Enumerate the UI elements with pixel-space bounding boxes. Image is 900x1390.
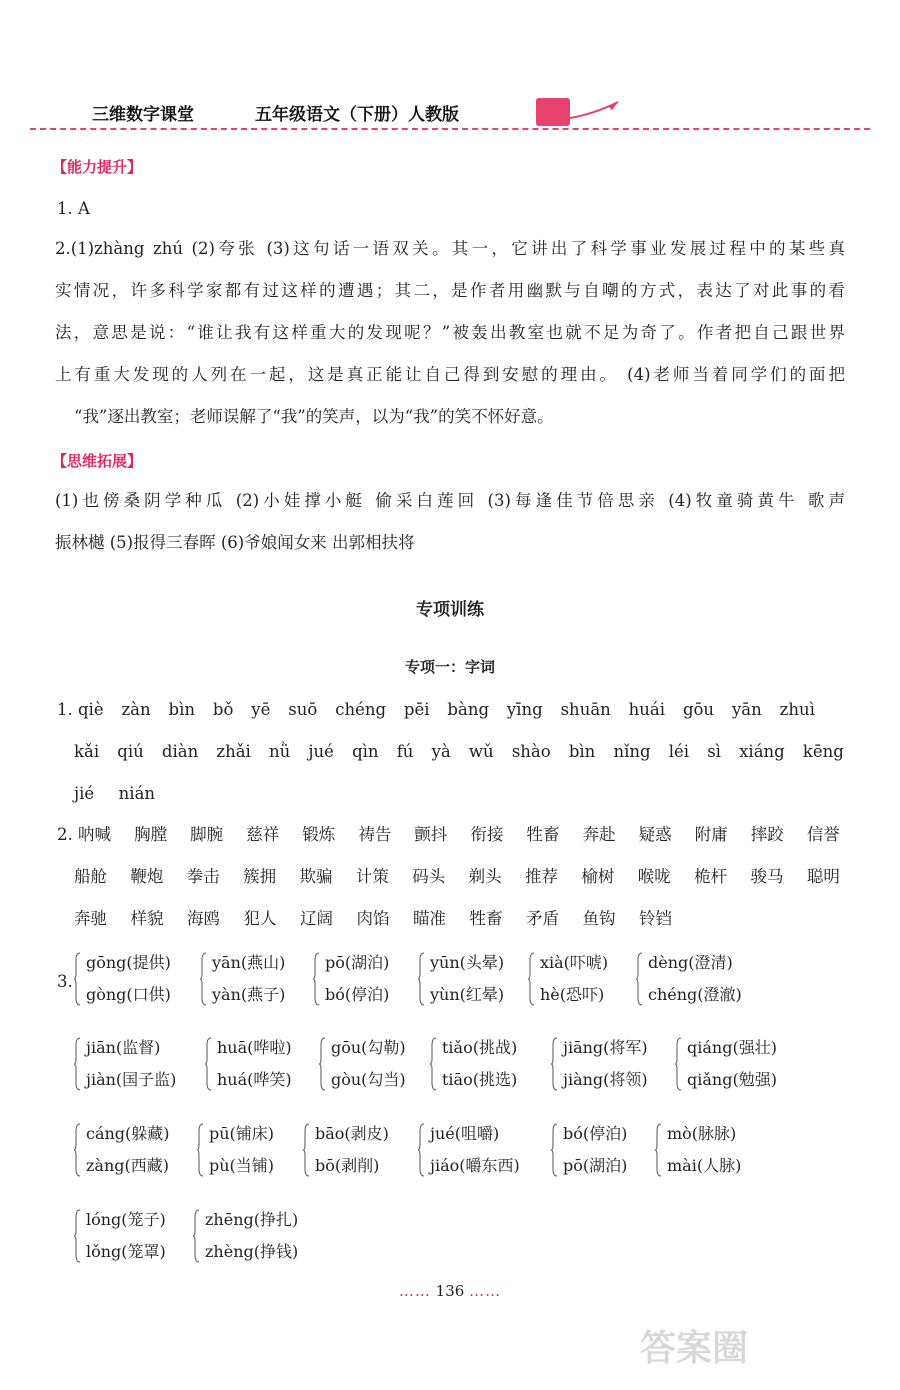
word-item: 桅杆 [694,867,728,886]
pinyin-item: yē [251,700,271,719]
word-item: 计策 [355,867,389,886]
pinyin-item: zàn [121,700,151,719]
brace-icon [205,1037,212,1091]
polyphone-reading: pū(铺床) [209,1124,275,1143]
brace-icon [74,1037,81,1091]
polyphone-reading: zàng(西藏) [86,1156,170,1175]
pinyin-item: nǜ [268,742,291,761]
brace-icon [418,952,425,1006]
word-row [57,824,840,846]
polyphone-reading: dèng(澄清) [648,953,733,972]
word-item: 鱼钩 [582,909,616,928]
pinyin-row [74,783,155,805]
polyphone-reading: bō(剥削) [315,1156,380,1175]
watermark-logo: 答案圈 [640,1328,749,1369]
pinyin-item: nǐng [613,742,651,761]
polyphone-reading: gōng(提供) [86,953,171,972]
pinyin-item: jié [74,784,95,803]
polyphone-reading: yān(燕山) [212,953,286,972]
page-number-value: 136 [435,1282,465,1300]
brace-icon [200,952,207,1006]
word-item: 锻炼 [302,825,336,844]
brace-icon [193,1209,200,1263]
thinking-answer-line: (1)也傍桑阴学种瓜 (2)小娃撑小艇 偷采白莲回 (3)每逢佳节倍思亲 (4)牧童骑黄牛 歌声 [55,491,845,510]
pinyin-item: bìn [168,700,196,719]
brace-icon [319,1037,326,1091]
pinyin-item: 1. qiè [57,700,104,719]
brace-icon [418,1123,425,1177]
polyphone-reading: xià(吓唬) [540,953,609,972]
polyphone-reading: mài(人脉) [667,1156,742,1175]
polyphone-reading: tiāo(挑选) [442,1070,518,1089]
word-item: 奔驰 [74,909,107,928]
header-book-series: 三维数字课堂 [92,105,194,125]
pinyin-item: qìn [352,742,379,761]
header-book-title: 五年级语文（下册）人教版 [255,105,459,125]
polyphone-reading: yàn(燕子) [212,985,286,1004]
polyphone-reading: jiàng(将领) [563,1070,648,1089]
brace-icon [675,1037,682,1091]
pinyin-item: qiú [117,742,144,761]
polyphone-reading: yùn(红晕) [430,985,505,1004]
pinyin-item: jué [308,742,334,761]
polyphone-reading: gòng(口供) [86,985,171,1004]
word-item: 瞄准 [413,909,446,928]
polyphone-reading: mò(脉脉) [667,1124,737,1143]
word-item: 2. 呐喊 [57,825,111,844]
word-item: 摔跤 [750,825,784,844]
header-divider [30,128,870,130]
section-label-thinking: 【思维拓展】 [52,452,143,470]
word-item: 祷告 [358,825,392,844]
pinyin-item: wǔ [468,742,494,761]
polyphone-reading: jiáo(嚼东西) [430,1156,520,1175]
pinyin-item: kēng [802,742,844,761]
answer-q1: 1. A [57,199,90,218]
polyphone-reading: bó(停泊) [325,985,390,1004]
pinyin-item: bǒ [212,700,234,719]
answer-q2-line: 法，意思是说：“谁让我有这样重大的发现呢？”被轰出教室也就不足为奇了。作者把自己跟世界 [55,323,845,342]
polyphone-reading: zhèng(挣钱) [205,1242,299,1261]
word-item: 衔接 [470,825,504,844]
word-item: 附庸 [694,825,728,844]
word-item: 欺骗 [299,867,333,886]
polyphone-reading: pō(湖泊) [563,1156,628,1175]
word-item: 聪明 [806,867,840,886]
brace-icon [197,1123,204,1177]
word-item: 簇拥 [243,867,277,886]
word-item: 牲畜 [526,825,560,844]
pinyin-row [74,741,844,763]
word-item: 肉馅 [356,909,390,928]
word-item: 剃头 [468,867,502,886]
polyphone-reading: bāo(剥皮) [315,1124,389,1143]
brace-icon [551,1123,558,1177]
pinyin-item: gōu [682,700,715,719]
pinyin-item: yà [431,742,451,761]
pinyin-item: shuān [560,700,611,719]
brace-icon [528,952,535,1006]
word-item: 牲畜 [469,909,503,928]
word-item: 疑惑 [638,825,672,844]
brace-icon [551,1037,558,1091]
word-item: 拳击 [186,867,220,886]
word-item: 胸膛 [134,825,168,844]
polyphone-reading: huā(哗啦) [217,1038,292,1057]
polyphone-reading: lǒng(笼罩) [86,1242,166,1261]
pinyin-item: bìn [568,742,596,761]
question-3-label: 3. [57,972,73,991]
word-item: 辽阔 [300,909,333,928]
brace-icon [655,1123,662,1177]
word-item: 码头 [412,867,446,886]
pinyin-item: fú [396,742,414,761]
pinyin-item: nián [118,784,156,803]
word-item: 榆树 [581,867,615,886]
brace-icon [636,952,643,1006]
polyphone-reading: jiāng(将军) [563,1038,648,1057]
pinyin-item: chéng [335,700,387,719]
brace-icon [74,952,81,1006]
brace-icon [430,1037,437,1091]
pinyin-item: shào [511,742,551,761]
word-item: 铃铛 [639,909,672,928]
polyphone-reading: qiǎng(勉强) [687,1070,777,1089]
word-item: 脚腕 [190,825,224,844]
polyphone-reading: gòu(勾当) [331,1070,406,1089]
pinyin-item: sì [707,742,721,761]
pinyin-item: kǎi [74,742,100,761]
pinyin-item: yān [731,700,762,719]
pinyin-row [57,699,815,721]
page-dots-right: …… [469,1282,502,1300]
polyphone-reading: zhēng(挣扎) [205,1210,299,1229]
polyphone-reading: tiǎo(挑战) [442,1038,518,1057]
answer-q2-line: 上有重大发现的人列在一起，这是真正能让自己得到安慰的理由。 (4)老师当着同学们的面把 [55,365,845,384]
pinyin-item: zhǎi [216,742,251,761]
page-dots-left: …… [398,1282,431,1300]
polyphone-reading: yūn(头晕) [430,953,505,972]
polyphone-reading: huá(哗笑) [217,1070,292,1089]
word-row [74,866,840,888]
pinyin-item: xiáng [739,742,785,761]
word-row [74,908,672,930]
word-item: 奔赴 [582,825,616,844]
pinyin-item: yīng [506,700,543,719]
polyphone-reading: chéng(澄澈) [648,985,742,1004]
rocket-logo-icon [534,96,626,130]
polyphone-reading: cáng(躲藏) [86,1124,170,1143]
brace-icon [303,1123,310,1177]
pinyin-item: zhuì [779,700,815,719]
special-training-title: 专项训练 [416,600,484,620]
pinyin-item: diàn [161,742,199,761]
answer-q2-line: 实情况，许多科学家都有过这样的遭遇；其二，是作者用幽默与自嘲的方式，表达了对此事的看 [55,281,845,300]
pinyin-item: bàng [447,700,490,719]
polyphone-reading: hè(恐吓) [540,985,605,1004]
polyphone-reading: jiān(监督) [86,1038,161,1057]
answer-q2-line: “我”逐出教室；老师误解了“我”的笑声，以为“我”的笑不怀好意。 [74,407,554,426]
page-number [0,1282,900,1300]
special-training-subtitle: 专项一：字词 [404,658,495,676]
polyphone-reading: gōu(勾勒) [331,1038,406,1057]
word-item: 推荐 [525,867,558,886]
polyphone-reading: bó(停泊) [563,1124,628,1143]
word-item: 信誉 [806,825,840,844]
brace-icon [313,952,320,1006]
section-label-ability: 【能力提升】 [52,158,143,176]
brace-icon [74,1123,81,1177]
pinyin-item: pēi [403,700,430,719]
word-item: 船舱 [74,867,107,886]
polyphone-reading: jué(咀嚼) [430,1124,500,1143]
polyphone-reading: qiáng(强壮) [687,1038,777,1057]
pinyin-item: léi [668,742,690,761]
word-item: 犯人 [243,909,277,928]
word-item: 海鸥 [187,909,220,928]
pinyin-item: huái [628,700,666,719]
word-item: 颤抖 [414,825,448,844]
answer-q2-line: 2.(1)zhàng zhú (2)夸张 (3)这句话一语双关。其一，它讲出了科学事业发展过程中的某些真 [55,239,845,258]
word-item: 样貌 [130,909,164,928]
polyphone-reading: pù(当铺) [209,1156,275,1175]
word-item: 喉咙 [637,867,671,886]
polyphone-reading: lóng(笼子) [86,1210,166,1229]
thinking-answer-line: 振林樾 (5)报得三春晖 (6)爷娘闻女来 出郭相扶将 [55,533,415,552]
word-item: 骏马 [750,867,784,886]
word-item: 慈祥 [246,825,280,844]
word-item: 矛盾 [526,909,559,928]
polyphone-reading: pō(湖泊) [325,953,390,972]
brace-icon [74,1209,81,1263]
pinyin-item: suō [288,700,318,719]
word-item: 鞭炮 [130,867,164,886]
polyphone-reading: jiàn(国子监) [86,1070,177,1089]
